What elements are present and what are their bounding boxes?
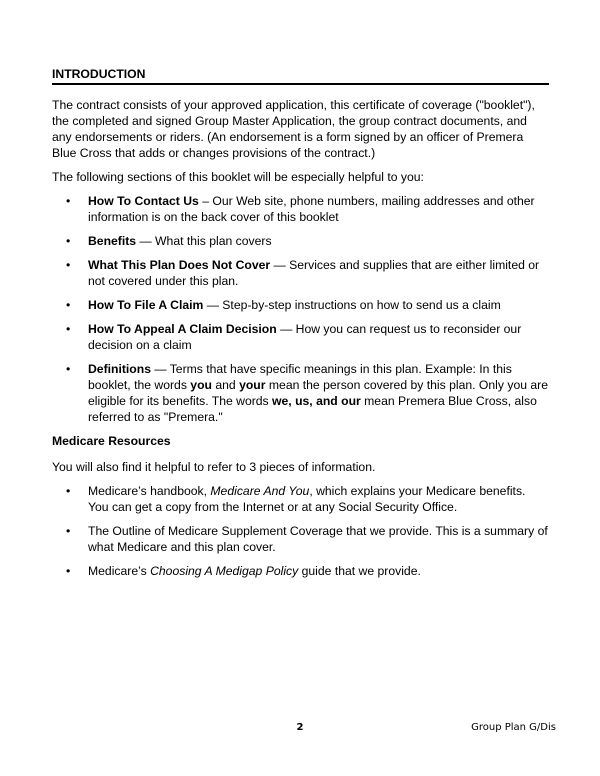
intro-paragraph: The contract consists of your approved application, this certificate of coverage ("booklet"), the completed and signed Group Master Application, the group contract documents, and any endorsements or riders. (An endorsement is a form signed by an officer of Premera Blue Cross that adds or changes provisions of the contract.): [52, 98, 535, 160]
list-item-text: — How you can request us to reconsider our decision on a claim: [88, 322, 522, 352]
bullet-icon: •: [66, 484, 71, 498]
list-item-term: How To Contact Us: [88, 194, 199, 208]
list-item-benefits: [52, 233, 549, 249]
sections-lead: The following sections of this booklet will be especially helpful to you:: [52, 170, 424, 184]
list-item-italic-title: Choosing A Medigap Policy: [150, 564, 299, 578]
document-body: [52, 66, 549, 587]
bullet-icon: •: [66, 258, 71, 272]
bullet-icon: •: [66, 524, 71, 538]
list-item-how-to-contact-us: [52, 193, 549, 225]
definitions-text: — Terms that have specific meanings in this plan. Example: In this booklet, the words: [88, 362, 512, 392]
list-item-medicare-handbook: [52, 483, 549, 515]
bullet-icon: •: [66, 298, 71, 312]
medicare-list: [52, 483, 549, 579]
list-item-text: The Outline of Medicare Supplement Coverage that we provide. This is a summary of what Medicare and this plan cover.: [88, 524, 548, 554]
section-heading-introduction: INTRODUCTION: [52, 66, 549, 85]
list-item-term: How To Appeal A Claim Decision: [88, 322, 277, 336]
list-item-medigap-guide: [52, 563, 549, 579]
bullet-icon: •: [66, 564, 71, 578]
list-item-term: How To File A Claim: [88, 298, 204, 312]
list-item-appeal-claim: [52, 321, 549, 353]
definitions-bold-we-us-our: we, us, and our: [272, 394, 361, 408]
definitions-text: mean Premera Blue Cross, also referred to as "Premera.": [88, 394, 537, 424]
list-item-term: What This Plan Does Not Cover: [88, 258, 271, 272]
definitions-bold-you: you: [190, 378, 212, 392]
list-item-italic-title: Medicare And You: [210, 484, 310, 498]
medicare-lead: You will also find it helpful to refer to 3 pieces of information.: [52, 460, 376, 474]
page-number: 2: [296, 722, 304, 733]
bullet-icon: •: [66, 322, 71, 336]
list-item-term: Definitions: [88, 362, 151, 376]
definitions-bold-your: your: [239, 378, 266, 392]
list-item-text: — What this plan covers: [136, 234, 272, 248]
list-item-text: — Step-by-step instructions on how to send us a claim: [203, 298, 501, 312]
list-item-text: — Services and supplies that are either limited or not covered under this plan.: [88, 258, 540, 288]
definitions-text: and: [211, 378, 240, 392]
list-item-text: guide that we provide.: [298, 564, 421, 578]
list-item-text: Medicare’s handbook,: [88, 484, 211, 498]
list-item-definitions: [52, 361, 549, 425]
list-item-not-covered: [52, 257, 549, 289]
list-item-medicare-outline: [52, 523, 549, 555]
sections-list: [52, 193, 549, 425]
list-item-text: , which explains your Medicare benefits. You can get a copy from the Internet or at any Social Security Office.: [88, 484, 526, 514]
definitions-text: mean the person covered by this plan. Only you are eligible for its benefits. The words: [88, 378, 549, 408]
bullet-icon: •: [66, 234, 71, 248]
list-item-file-claim: [52, 297, 549, 313]
subheading-medicare-resources: Medicare Resources: [52, 434, 171, 448]
bullet-icon: •: [66, 194, 71, 208]
list-item-text: Medicare’s: [88, 564, 151, 578]
list-item-text: – Our Web site, phone numbers, mailing addresses and other information is on the back cover of this booklet: [88, 194, 535, 224]
list-item-term: Benefits: [88, 234, 137, 248]
footer-plan-label: Group Plan G/Dis: [471, 722, 556, 733]
bullet-icon: •: [66, 362, 71, 376]
